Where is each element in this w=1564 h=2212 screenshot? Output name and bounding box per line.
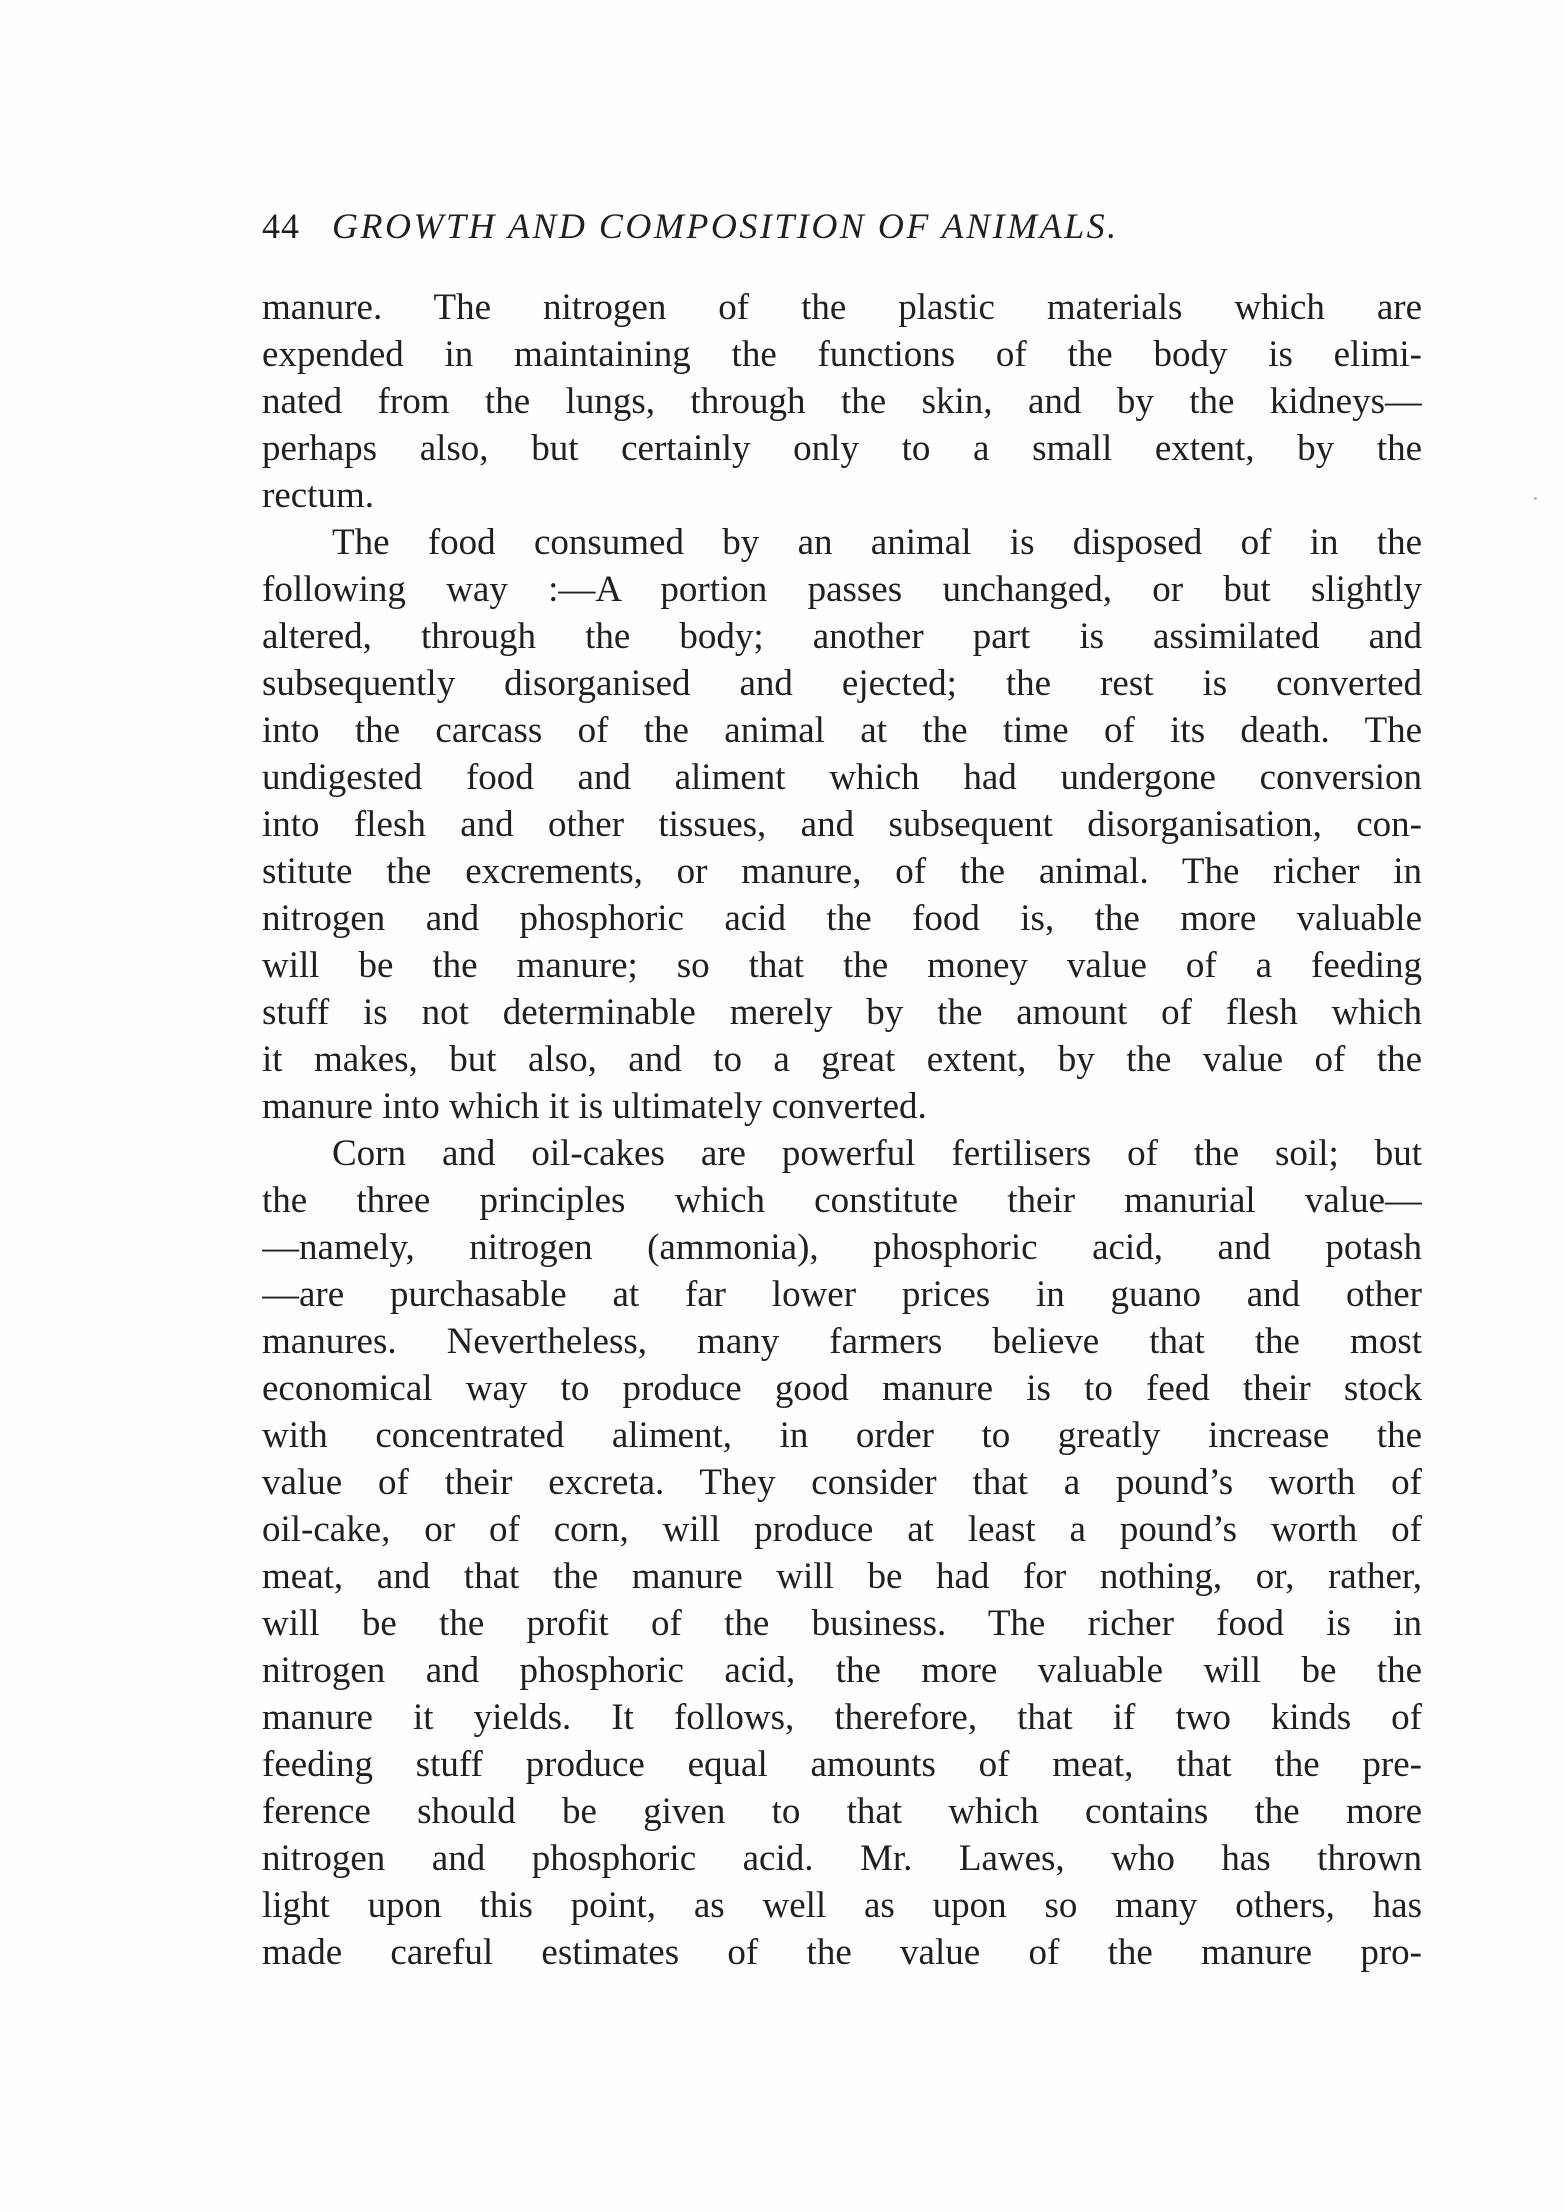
scan-speck [1534,497,1537,500]
text-line: Corn and oil-cakes are powerful fertilisers of the soil; but [332,1133,1422,1174]
text-line: will be the manure; so that the money value of a feeding [262,945,1422,986]
text-line: following way :—A portion passes unchanged, or but slightly [262,569,1422,610]
text-line: made careful estimates of the value of the manure pro- [262,1932,1422,1973]
text-line: —are purchasable at far lower prices in guano and other [262,1274,1422,1315]
text-line: undigested food and aliment which had undergone conversion [262,757,1422,798]
text-line: oil-cake, or of corn, will produce at least a pound’s worth of [262,1509,1422,1550]
text-line: it makes, but also, and to a great extent, by the value of the [262,1039,1422,1080]
text-line: light upon this point, as well as upon so many others, has [262,1885,1422,1926]
body-text [262,284,1422,1976]
text-line: will be the profit of the business. The richer food is in [262,1603,1422,1644]
text-line: stuff is not determinable merely by the amount of flesh which [262,992,1422,1033]
text-line: manures. Nevertheless, many farmers believe that the most [262,1321,1422,1362]
text-line: manure. The nitrogen of the plastic materials which are [262,287,1422,328]
text-line: nitrogen and phosphoric acid. Mr. Lawes, who has thrown [262,1838,1422,1879]
paragraph-1 [262,284,1422,519]
text-line: The food consumed by an animal is disposed of in the [332,522,1422,563]
text-line: manure it yields. It follows, therefore, that if two kinds of [262,1697,1422,1738]
text-line: nitrogen and phosphoric acid, the more valuable will be the [262,1650,1422,1691]
text-line: expended in maintaining the functions of the body is elimi- [262,334,1422,375]
text-line: perhaps also, but certainly only to a small extent, by the [262,428,1422,469]
text-line: nitrogen and phosphoric acid the food is, the more valuable [262,898,1422,939]
text-line: manure into which it is ultimately converted. [262,1086,927,1127]
text-line: value of their excreta. They consider that a pound’s worth of [262,1462,1422,1503]
running-title: GROWTH AND COMPOSITION OF ANIMALS. [332,206,1119,246]
text-line: feeding stuff produce equal amounts of meat, that the pre- [262,1744,1422,1785]
text-line: with concentrated aliment, in order to greatly increase the [262,1415,1422,1456]
text-line: the three principles which constitute their manurial value— [262,1180,1422,1221]
page-number: 44 [262,206,300,246]
text-line: subsequently disorganised and ejected; the rest is converted [262,663,1422,704]
text-line: ference should be given to that which contains the more [262,1791,1422,1832]
paragraph-3 [262,1130,1422,1976]
text-line: —namely, nitrogen (ammonia), phosphoric acid, and potash [262,1227,1422,1268]
paragraph-2 [262,519,1422,1130]
text-line: meat, and that the manure will be had for nothing, or, rather, [262,1556,1422,1597]
text-line: into flesh and other tissues, and subsequent disorganisation, con- [262,804,1422,845]
text-line: economical way to produce good manure is to feed their stock [262,1368,1422,1409]
text-line: altered, through the body; another part is assimilated and [262,616,1422,657]
text-line: rectum. [262,475,374,516]
running-head [262,205,1422,261]
text-line: nated from the lungs, through the skin, and by the kidneys— [262,381,1422,422]
text-line: stitute the excrements, or manure, of the animal. The richer in [262,851,1422,892]
text-line: into the carcass of the animal at the time of its death. The [262,710,1422,751]
